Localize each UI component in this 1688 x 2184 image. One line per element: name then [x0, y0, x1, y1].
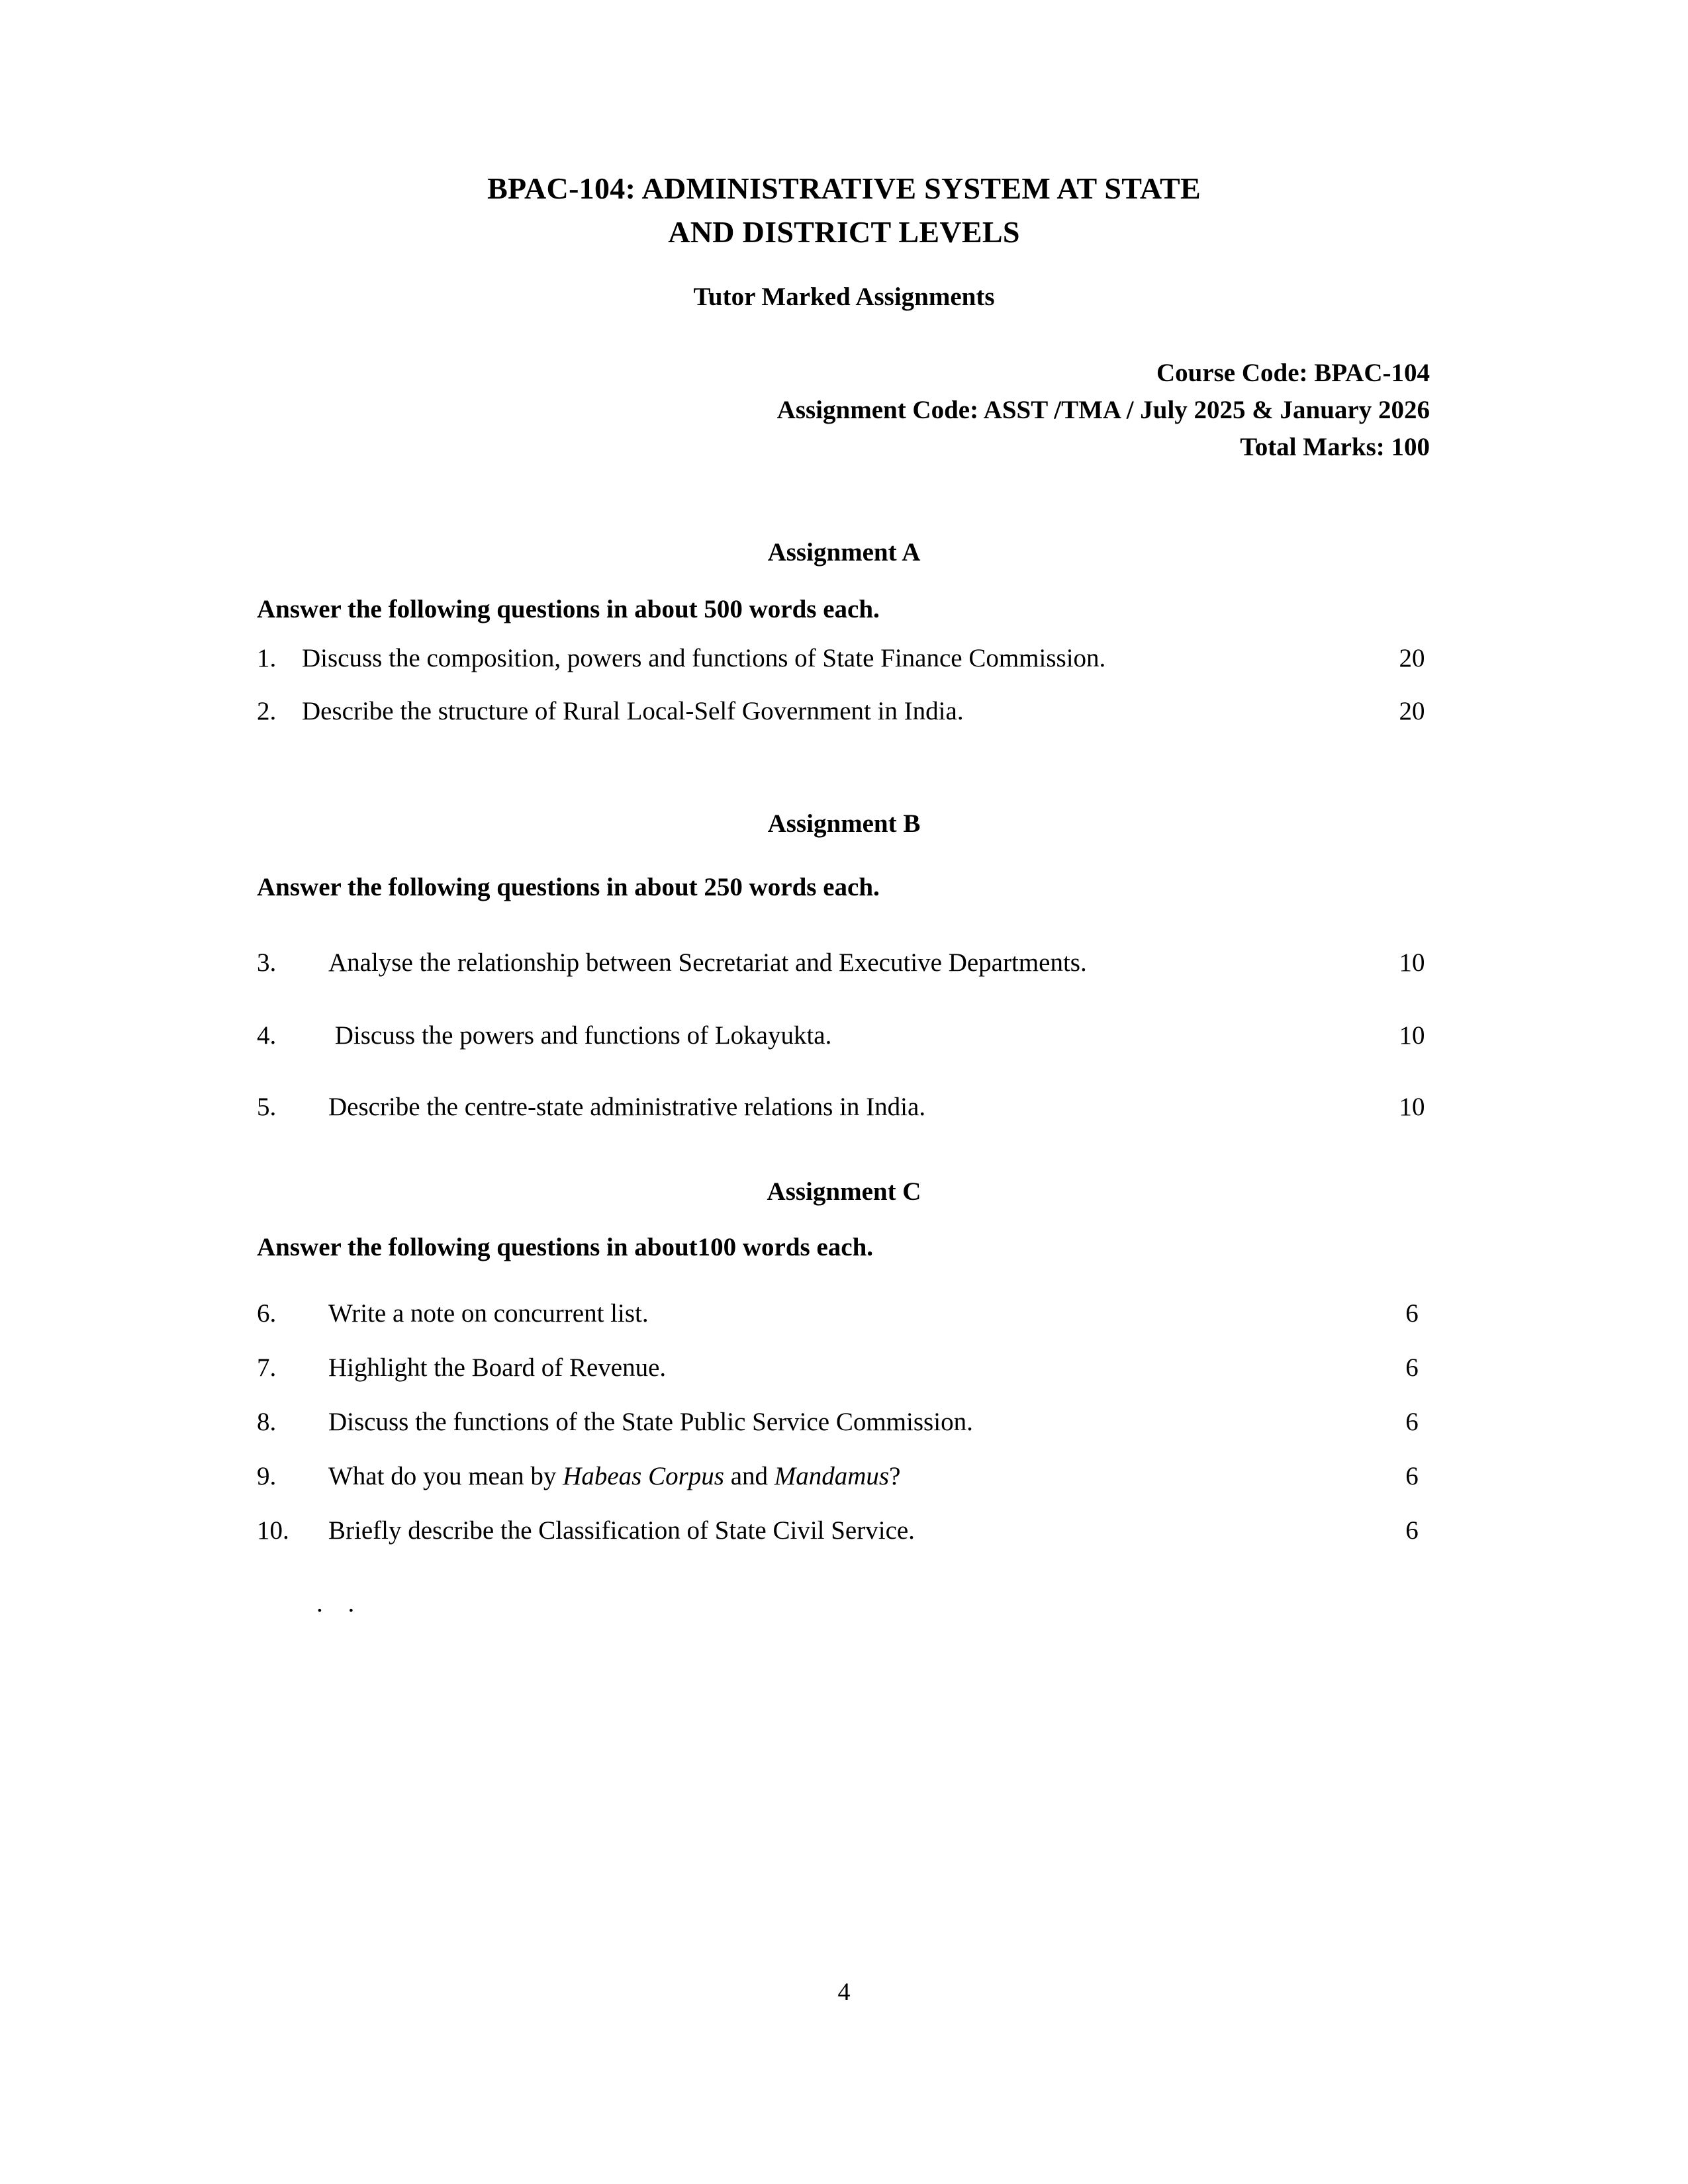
question-row	[257, 1353, 1442, 1383]
page-number: 4	[837, 1978, 851, 2006]
question-text: Discuss the functions of the State Public Service Commission.	[328, 1408, 973, 1436]
question-text: Discuss the powers and functions of Lokayukta.	[328, 1021, 832, 1050]
question-text	[328, 1462, 900, 1490]
assignment-code: Assignment Code: ASST /TMA / July 2025 & January 2026	[776, 396, 1430, 424]
question-marks: 6	[1405, 1353, 1419, 1382]
page-title-line-1: BPAC-104: ADMINISTRATIVE SYSTEM AT STATE	[487, 171, 1201, 205]
question-text: Describe the structure of Rural Local-Self Government in India.	[302, 697, 964, 725]
question-row	[257, 1092, 1442, 1122]
question-row	[257, 948, 1442, 978]
question-marks: 20	[1399, 697, 1425, 725]
question-marks: 10	[1399, 1021, 1425, 1050]
page-subtitle: Tutor Marked Assignments	[693, 283, 995, 311]
question-text: Briefly describe the Classification of State Civil Service.	[328, 1516, 915, 1545]
question-text-run: What do you mean by	[328, 1462, 563, 1490]
question-number: 3.	[257, 948, 277, 977]
assignment-meta-block	[777, 355, 1430, 466]
question-text: Discuss the composition, powers and functions of State Finance Commission.	[302, 644, 1106, 672]
page-title-line-2: AND DISTRICT LEVELS	[668, 215, 1020, 249]
question-number: 4.	[257, 1021, 277, 1050]
stray-punctuation-marks: . .	[316, 1589, 364, 1617]
section-instruction-b: Answer the following questions in about 250 words each.	[257, 873, 880, 901]
question-text-run: ?	[889, 1462, 901, 1490]
question-marks: 6	[1405, 1299, 1419, 1328]
legal-term-italic: Mandamus	[774, 1462, 890, 1490]
question-text: Write a note on concurrent list.	[328, 1299, 649, 1328]
question-number: 7.	[257, 1353, 277, 1382]
question-number: 8.	[257, 1408, 277, 1436]
question-marks: 6	[1405, 1408, 1419, 1436]
question-marks: 10	[1399, 948, 1425, 977]
question-row	[257, 1021, 1442, 1050]
section-instruction-c: Answer the following questions in about100 words each.	[257, 1233, 874, 1261]
question-row	[257, 696, 1442, 726]
course-code: Course Code: BPAC-104	[1156, 359, 1430, 387]
question-row	[257, 1298, 1442, 1328]
question-number: 5.	[257, 1093, 277, 1121]
question-number: 9.	[257, 1462, 277, 1490]
question-marks: 10	[1399, 1093, 1425, 1121]
question-marks: 6	[1405, 1462, 1419, 1490]
question-marks: 6	[1405, 1516, 1419, 1545]
question-text: Describe the centre-state administrative relations in India.	[328, 1093, 926, 1121]
section-heading-b: Assignment B	[767, 809, 921, 838]
question-text-run: and	[724, 1462, 774, 1490]
section-heading-c: Assignment C	[767, 1177, 921, 1206]
total-marks: Total Marks: 100	[1240, 433, 1430, 461]
page-title	[0, 167, 1688, 254]
legal-term-italic: Habeas Corpus	[563, 1462, 724, 1490]
question-row	[257, 1461, 1442, 1491]
question-number: 10.	[257, 1516, 289, 1545]
question-text: Analyse the relationship between Secretariat and Executive Departments.	[328, 948, 1087, 977]
question-row	[257, 643, 1442, 673]
section-heading-a: Assignment A	[767, 538, 921, 567]
question-number: 6.	[257, 1299, 277, 1328]
question-row	[257, 1407, 1442, 1437]
question-text: Highlight the Board of Revenue.	[328, 1353, 667, 1382]
question-row	[257, 1516, 1442, 1545]
question-number: 1.	[257, 644, 277, 672]
section-instruction-a: Answer the following questions in about 500 words each.	[257, 595, 880, 623]
question-marks: 20	[1399, 644, 1425, 672]
question-number: 2.	[257, 697, 277, 725]
